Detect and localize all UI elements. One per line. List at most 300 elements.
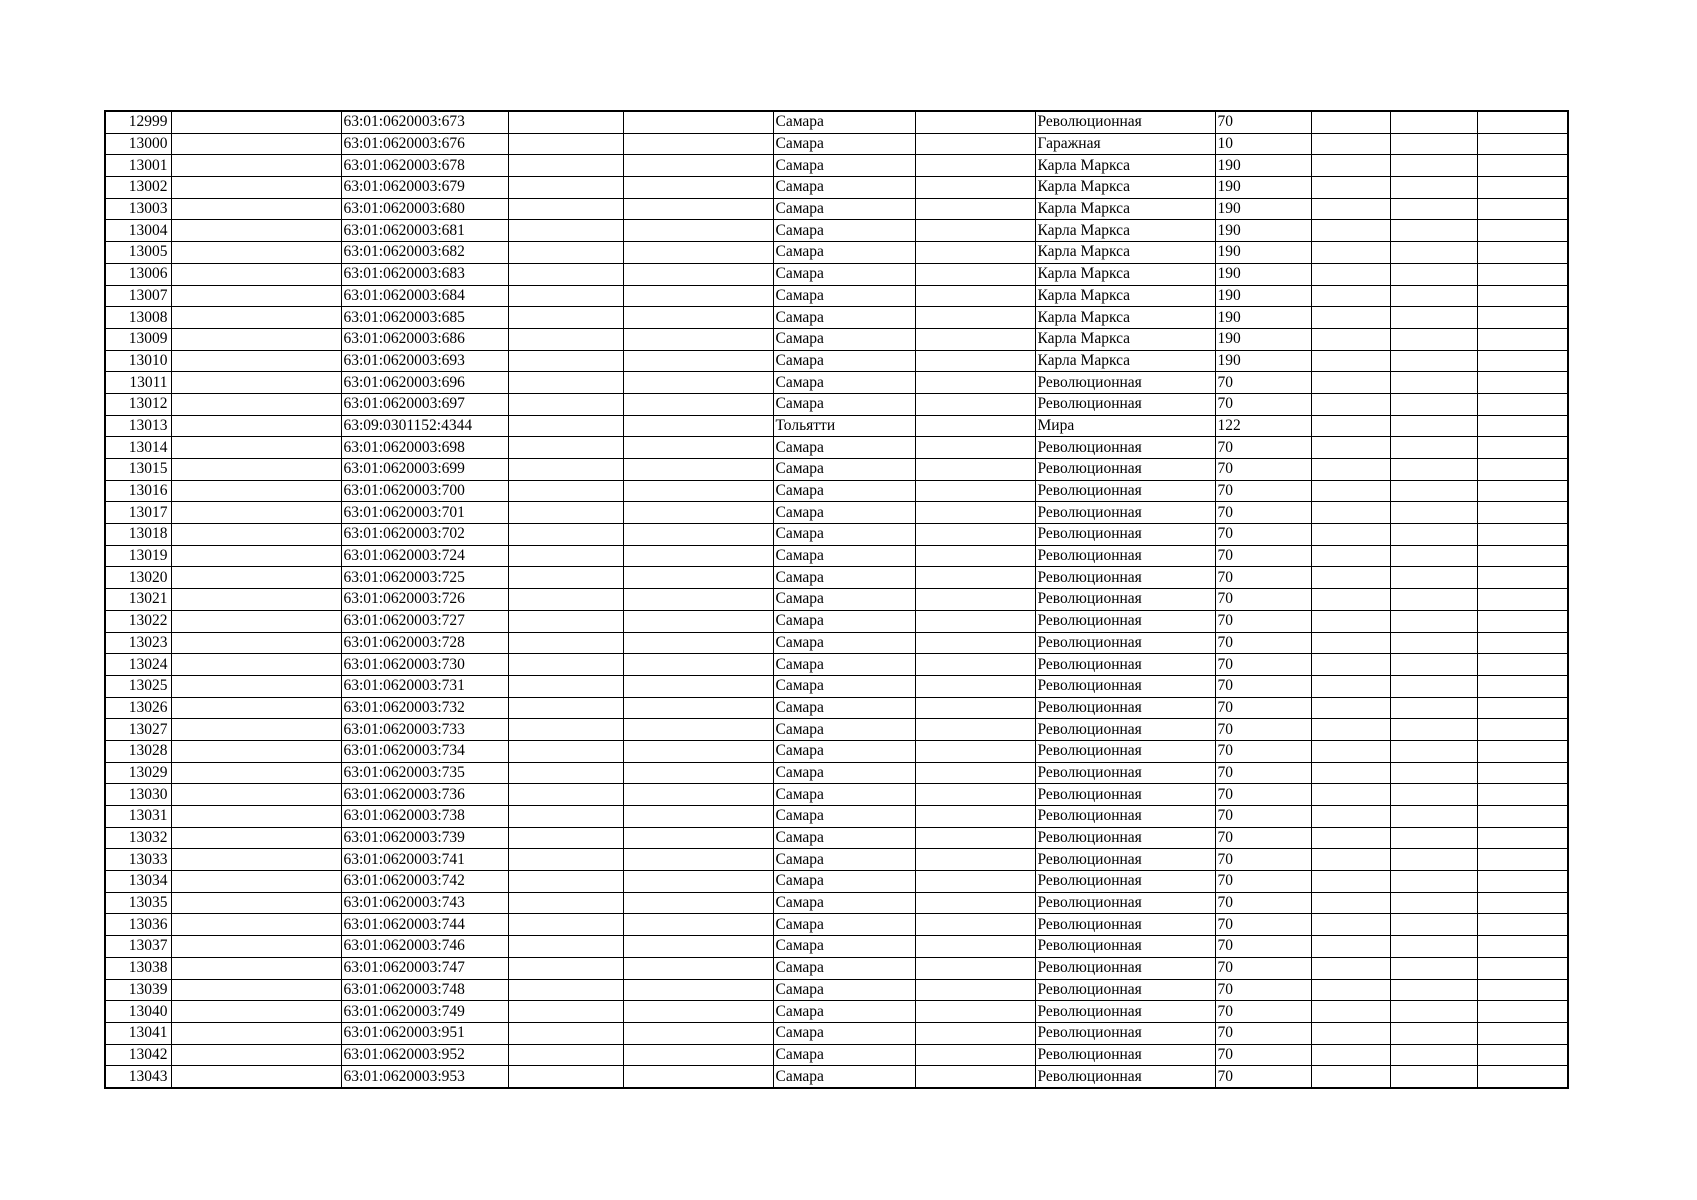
- street-cell: Революционная: [1035, 697, 1215, 719]
- empty-cell: [508, 1066, 623, 1088]
- table-row: [105, 263, 1568, 285]
- row-number-cell: 13024: [105, 654, 171, 676]
- empty-cell: [508, 871, 623, 893]
- empty-cell: [915, 480, 1035, 502]
- cadastral-number-cell: 63:01:0620003:693: [341, 350, 508, 372]
- empty-cell: [623, 480, 773, 502]
- cadastral-number-cell: 63:01:0620003:702: [341, 524, 508, 546]
- empty-cell: [623, 567, 773, 589]
- empty-cell: [1311, 437, 1390, 459]
- house-number-cell: 70: [1215, 892, 1311, 914]
- street-cell: Революционная: [1035, 545, 1215, 567]
- cadastral-number-cell: 63:01:0620003:743: [341, 892, 508, 914]
- house-number-cell: 70: [1215, 654, 1311, 676]
- empty-cell: [1390, 285, 1477, 307]
- empty-cell: [1311, 350, 1390, 372]
- empty-cell: [171, 610, 341, 632]
- empty-cell: [1390, 220, 1477, 242]
- empty-cell: [508, 762, 623, 784]
- table-row: [105, 740, 1568, 762]
- row-number-cell: 13034: [105, 871, 171, 893]
- city-cell: Самара: [773, 198, 915, 220]
- street-cell: Карла Маркса: [1035, 350, 1215, 372]
- cadastral-number-cell: 63:01:0620003:686: [341, 328, 508, 350]
- empty-cell: [915, 1022, 1035, 1044]
- city-cell: Самара: [773, 849, 915, 871]
- street-cell: Революционная: [1035, 892, 1215, 914]
- street-cell: Революционная: [1035, 1066, 1215, 1088]
- empty-cell: [1477, 263, 1568, 285]
- city-cell: Самара: [773, 220, 915, 242]
- empty-cell: [1311, 480, 1390, 502]
- street-cell: Революционная: [1035, 784, 1215, 806]
- house-number-cell: 190: [1215, 307, 1311, 329]
- empty-cell: [623, 719, 773, 741]
- empty-cell: [508, 719, 623, 741]
- street-cell: Гаражная: [1035, 133, 1215, 155]
- empty-cell: [1390, 719, 1477, 741]
- city-cell: Самара: [773, 654, 915, 676]
- house-number-cell: 70: [1215, 957, 1311, 979]
- house-number-cell: 70: [1215, 567, 1311, 589]
- house-number-cell: 70: [1215, 1066, 1311, 1088]
- cadastral-number-cell: 63:01:0620003:951: [341, 1022, 508, 1044]
- city-cell: Самара: [773, 328, 915, 350]
- empty-cell: [915, 979, 1035, 1001]
- street-cell: Революционная: [1035, 502, 1215, 524]
- street-cell: Карла Маркса: [1035, 307, 1215, 329]
- row-number-cell: 13016: [105, 480, 171, 502]
- house-number-cell: 70: [1215, 480, 1311, 502]
- empty-cell: [171, 198, 341, 220]
- street-cell: Революционная: [1035, 979, 1215, 1001]
- table-row: [105, 111, 1568, 133]
- empty-cell: [915, 762, 1035, 784]
- empty-cell: [508, 220, 623, 242]
- street-cell: Революционная: [1035, 719, 1215, 741]
- table-row: [105, 437, 1568, 459]
- empty-cell: [1390, 849, 1477, 871]
- empty-cell: [508, 654, 623, 676]
- table-row: [105, 871, 1568, 893]
- empty-cell: [623, 1022, 773, 1044]
- empty-cell: [508, 675, 623, 697]
- house-number-cell: 70: [1215, 762, 1311, 784]
- cadastral-number-cell: 63:01:0620003:731: [341, 675, 508, 697]
- house-number-cell: 70: [1215, 784, 1311, 806]
- empty-cell: [1311, 762, 1390, 784]
- empty-cell: [1311, 111, 1390, 133]
- street-cell: Революционная: [1035, 740, 1215, 762]
- empty-cell: [1390, 328, 1477, 350]
- cadastral-number-cell: 63:09:0301152:4344: [341, 415, 508, 437]
- empty-cell: [171, 480, 341, 502]
- empty-cell: [1311, 1001, 1390, 1023]
- city-cell: Самара: [773, 632, 915, 654]
- city-cell: Самара: [773, 502, 915, 524]
- empty-cell: [915, 827, 1035, 849]
- empty-cell: [508, 740, 623, 762]
- empty-cell: [915, 871, 1035, 893]
- empty-cell: [623, 914, 773, 936]
- street-cell: Революционная: [1035, 762, 1215, 784]
- row-number-cell: 13025: [105, 675, 171, 697]
- empty-cell: [623, 415, 773, 437]
- empty-cell: [1477, 350, 1568, 372]
- empty-cell: [171, 697, 341, 719]
- street-cell: Карла Маркса: [1035, 220, 1215, 242]
- empty-cell: [1477, 697, 1568, 719]
- empty-cell: [1477, 719, 1568, 741]
- empty-cell: [1477, 762, 1568, 784]
- empty-cell: [1390, 892, 1477, 914]
- city-cell: Самара: [773, 111, 915, 133]
- row-number-cell: 13017: [105, 502, 171, 524]
- table-row: [105, 459, 1568, 481]
- empty-cell: [171, 1022, 341, 1044]
- row-number-cell: 13027: [105, 719, 171, 741]
- empty-cell: [171, 806, 341, 828]
- row-number-cell: 13036: [105, 914, 171, 936]
- empty-cell: [623, 328, 773, 350]
- city-cell: Самара: [773, 806, 915, 828]
- empty-cell: [623, 957, 773, 979]
- house-number-cell: 70: [1215, 545, 1311, 567]
- empty-cell: [1311, 1066, 1390, 1088]
- street-cell: Карла Маркса: [1035, 263, 1215, 285]
- empty-cell: [915, 849, 1035, 871]
- cadastral-number-cell: 63:01:0620003:700: [341, 480, 508, 502]
- cadastral-number-cell: 63:01:0620003:679: [341, 177, 508, 199]
- table-row: [105, 198, 1568, 220]
- empty-cell: [915, 719, 1035, 741]
- empty-cell: [623, 220, 773, 242]
- street-cell: Революционная: [1035, 936, 1215, 958]
- city-cell: Самара: [773, 914, 915, 936]
- empty-cell: [623, 242, 773, 264]
- row-number-cell: 13013: [105, 415, 171, 437]
- cadastral-number-cell: 63:01:0620003:680: [341, 198, 508, 220]
- street-cell: Карла Маркса: [1035, 242, 1215, 264]
- house-number-cell: 70: [1215, 589, 1311, 611]
- empty-cell: [508, 979, 623, 1001]
- empty-cell: [915, 632, 1035, 654]
- empty-cell: [1390, 545, 1477, 567]
- empty-cell: [1477, 806, 1568, 828]
- empty-cell: [508, 827, 623, 849]
- empty-cell: [1311, 849, 1390, 871]
- empty-cell: [915, 1044, 1035, 1066]
- empty-cell: [171, 1001, 341, 1023]
- cadastral-number-cell: 63:01:0620003:734: [341, 740, 508, 762]
- city-cell: Самара: [773, 610, 915, 632]
- empty-cell: [508, 155, 623, 177]
- empty-cell: [171, 133, 341, 155]
- empty-cell: [915, 198, 1035, 220]
- empty-cell: [915, 1066, 1035, 1088]
- cadastral-number-cell: 63:01:0620003:735: [341, 762, 508, 784]
- table-row: [105, 1022, 1568, 1044]
- table-row: [105, 155, 1568, 177]
- cadastral-number-cell: 63:01:0620003:727: [341, 610, 508, 632]
- table-row: [105, 610, 1568, 632]
- empty-cell: [171, 892, 341, 914]
- house-number-cell: 70: [1215, 979, 1311, 1001]
- empty-cell: [1390, 697, 1477, 719]
- empty-cell: [1311, 675, 1390, 697]
- empty-cell: [508, 263, 623, 285]
- empty-cell: [1477, 111, 1568, 133]
- house-number-cell: 190: [1215, 263, 1311, 285]
- table-row: [105, 892, 1568, 914]
- cadastral-number-cell: 63:01:0620003:953: [341, 1066, 508, 1088]
- street-cell: Революционная: [1035, 372, 1215, 394]
- cadastral-number-cell: 63:01:0620003:682: [341, 242, 508, 264]
- empty-cell: [1311, 155, 1390, 177]
- cadastral-number-cell: 63:01:0620003:733: [341, 719, 508, 741]
- house-number-cell: 70: [1215, 1022, 1311, 1044]
- city-cell: Самара: [773, 589, 915, 611]
- empty-cell: [1390, 350, 1477, 372]
- empty-cell: [1311, 545, 1390, 567]
- empty-cell: [623, 263, 773, 285]
- table-row: [105, 177, 1568, 199]
- empty-cell: [1477, 307, 1568, 329]
- empty-cell: [1477, 957, 1568, 979]
- property-registry-table: [104, 110, 1569, 1089]
- empty-cell: [915, 307, 1035, 329]
- row-number-cell: 13015: [105, 459, 171, 481]
- empty-cell: [623, 849, 773, 871]
- cadastral-number-cell: 63:01:0620003:724: [341, 545, 508, 567]
- empty-cell: [1477, 740, 1568, 762]
- empty-cell: [623, 350, 773, 372]
- empty-cell: [1311, 827, 1390, 849]
- empty-cell: [1311, 1044, 1390, 1066]
- table-row: [105, 1066, 1568, 1088]
- empty-cell: [623, 545, 773, 567]
- empty-cell: [915, 437, 1035, 459]
- empty-cell: [623, 1044, 773, 1066]
- empty-cell: [171, 263, 341, 285]
- street-cell: Карла Маркса: [1035, 177, 1215, 199]
- empty-cell: [508, 111, 623, 133]
- street-cell: Революционная: [1035, 675, 1215, 697]
- street-cell: Революционная: [1035, 827, 1215, 849]
- city-cell: Самара: [773, 545, 915, 567]
- empty-cell: [915, 914, 1035, 936]
- street-cell: Революционная: [1035, 914, 1215, 936]
- empty-cell: [1311, 242, 1390, 264]
- empty-cell: [623, 675, 773, 697]
- street-cell: Революционная: [1035, 610, 1215, 632]
- row-number-cell: 13005: [105, 242, 171, 264]
- empty-cell: [1477, 849, 1568, 871]
- empty-cell: [623, 459, 773, 481]
- empty-cell: [508, 784, 623, 806]
- house-number-cell: 70: [1215, 1044, 1311, 1066]
- empty-cell: [1477, 610, 1568, 632]
- empty-cell: [915, 784, 1035, 806]
- city-cell: Самара: [773, 567, 915, 589]
- empty-cell: [1390, 914, 1477, 936]
- table-row: [105, 936, 1568, 958]
- empty-cell: [1477, 1001, 1568, 1023]
- empty-cell: [508, 480, 623, 502]
- empty-cell: [1390, 740, 1477, 762]
- row-number-cell: 13019: [105, 545, 171, 567]
- empty-cell: [1390, 155, 1477, 177]
- empty-cell: [915, 459, 1035, 481]
- cadastral-number-cell: 63:01:0620003:736: [341, 784, 508, 806]
- empty-cell: [623, 198, 773, 220]
- table-row: [105, 654, 1568, 676]
- city-cell: Самара: [773, 871, 915, 893]
- house-number-cell: 190: [1215, 177, 1311, 199]
- house-number-cell: 70: [1215, 502, 1311, 524]
- empty-cell: [1390, 1044, 1477, 1066]
- empty-cell: [623, 936, 773, 958]
- empty-cell: [508, 502, 623, 524]
- cadastral-number-cell: 63:01:0620003:683: [341, 263, 508, 285]
- empty-cell: [1390, 1022, 1477, 1044]
- row-number-cell: 13003: [105, 198, 171, 220]
- house-number-cell: 190: [1215, 285, 1311, 307]
- empty-cell: [915, 285, 1035, 307]
- cadastral-number-cell: 63:01:0620003:697: [341, 393, 508, 415]
- empty-cell: [1477, 220, 1568, 242]
- cadastral-number-cell: 63:01:0620003:685: [341, 307, 508, 329]
- cadastral-number-cell: 63:01:0620003:698: [341, 437, 508, 459]
- empty-cell: [915, 502, 1035, 524]
- street-cell: Карла Маркса: [1035, 285, 1215, 307]
- empty-cell: [1311, 957, 1390, 979]
- city-cell: Самара: [773, 827, 915, 849]
- street-cell: Революционная: [1035, 567, 1215, 589]
- street-cell: Карла Маркса: [1035, 328, 1215, 350]
- empty-cell: [1390, 654, 1477, 676]
- empty-cell: [915, 155, 1035, 177]
- empty-cell: [508, 914, 623, 936]
- empty-cell: [1311, 263, 1390, 285]
- empty-cell: [623, 610, 773, 632]
- empty-cell: [171, 1044, 341, 1066]
- house-number-cell: 70: [1215, 697, 1311, 719]
- cadastral-number-cell: 63:01:0620003:728: [341, 632, 508, 654]
- house-number-cell: 70: [1215, 459, 1311, 481]
- street-cell: Революционная: [1035, 437, 1215, 459]
- street-cell: Революционная: [1035, 1022, 1215, 1044]
- empty-cell: [508, 936, 623, 958]
- empty-cell: [1477, 242, 1568, 264]
- table-row: [105, 545, 1568, 567]
- empty-cell: [171, 654, 341, 676]
- table-row: [105, 697, 1568, 719]
- empty-cell: [915, 350, 1035, 372]
- table-row: [105, 589, 1568, 611]
- empty-cell: [1390, 437, 1477, 459]
- row-number-cell: 13000: [105, 133, 171, 155]
- house-number-cell: 70: [1215, 372, 1311, 394]
- empty-cell: [171, 957, 341, 979]
- row-number-cell: 13042: [105, 1044, 171, 1066]
- house-number-cell: 70: [1215, 111, 1311, 133]
- empty-cell: [171, 740, 341, 762]
- city-cell: Самара: [773, 285, 915, 307]
- empty-cell: [508, 957, 623, 979]
- empty-cell: [1477, 914, 1568, 936]
- empty-cell: [508, 697, 623, 719]
- street-cell: Революционная: [1035, 459, 1215, 481]
- empty-cell: [171, 675, 341, 697]
- empty-cell: [508, 610, 623, 632]
- city-cell: Самара: [773, 437, 915, 459]
- empty-cell: [915, 263, 1035, 285]
- empty-cell: [1477, 524, 1568, 546]
- empty-cell: [915, 936, 1035, 958]
- empty-cell: [1390, 133, 1477, 155]
- empty-cell: [1311, 610, 1390, 632]
- table-row: [105, 393, 1568, 415]
- empty-cell: [915, 393, 1035, 415]
- empty-cell: [171, 762, 341, 784]
- table-row: [105, 242, 1568, 264]
- street-cell: Революционная: [1035, 393, 1215, 415]
- empty-cell: [623, 697, 773, 719]
- empty-cell: [1390, 177, 1477, 199]
- empty-cell: [915, 220, 1035, 242]
- house-number-cell: 190: [1215, 198, 1311, 220]
- city-cell: Самара: [773, 1066, 915, 1088]
- empty-cell: [915, 328, 1035, 350]
- table-row: [105, 719, 1568, 741]
- empty-cell: [508, 177, 623, 199]
- empty-cell: [1390, 372, 1477, 394]
- empty-cell: [1477, 1044, 1568, 1066]
- empty-cell: [1311, 567, 1390, 589]
- empty-cell: [1477, 654, 1568, 676]
- empty-cell: [915, 567, 1035, 589]
- empty-cell: [508, 307, 623, 329]
- empty-cell: [171, 632, 341, 654]
- row-number-cell: 13041: [105, 1022, 171, 1044]
- empty-cell: [171, 849, 341, 871]
- street-cell: Революционная: [1035, 632, 1215, 654]
- empty-cell: [1390, 762, 1477, 784]
- empty-cell: [1477, 437, 1568, 459]
- empty-cell: [1390, 936, 1477, 958]
- empty-cell: [1477, 675, 1568, 697]
- empty-cell: [171, 393, 341, 415]
- city-cell: Самара: [773, 133, 915, 155]
- house-number-cell: 190: [1215, 350, 1311, 372]
- empty-cell: [915, 242, 1035, 264]
- city-cell: Самара: [773, 784, 915, 806]
- table-row: [105, 957, 1568, 979]
- street-cell: Карла Маркса: [1035, 155, 1215, 177]
- table-row: [105, 979, 1568, 1001]
- cadastral-number-cell: 63:01:0620003:748: [341, 979, 508, 1001]
- row-number-cell: 13018: [105, 524, 171, 546]
- house-number-cell: 190: [1215, 220, 1311, 242]
- empty-cell: [1477, 827, 1568, 849]
- row-number-cell: 13033: [105, 849, 171, 871]
- empty-cell: [1390, 393, 1477, 415]
- house-number-cell: 70: [1215, 610, 1311, 632]
- street-cell: Революционная: [1035, 806, 1215, 828]
- empty-cell: [1311, 979, 1390, 1001]
- empty-cell: [1390, 871, 1477, 893]
